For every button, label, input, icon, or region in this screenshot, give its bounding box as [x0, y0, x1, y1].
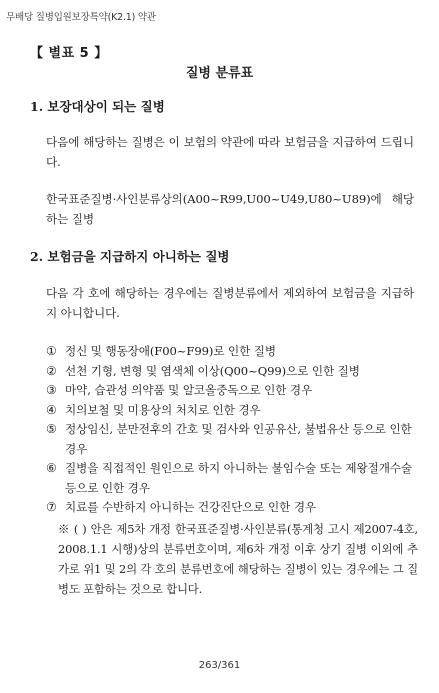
appendix-label: 【 별표 5 】: [30, 46, 108, 61]
list-item: [46, 420, 418, 459]
page-number: 263/361: [198, 660, 241, 671]
item-text: 치의보철 및 미용상의 처치로 인한 경우: [65, 402, 261, 417]
section-2-intro: 다음 각 호에 해당하는 경우에는 질병분류에서 제외하여 보험금을 지급하지 아니합니다.: [46, 286, 414, 320]
list-item: [46, 362, 418, 382]
section-2-heading: 2. 보험금을 지급하지 아니하는 질병: [30, 249, 230, 264]
item-text: 치료를 수반하지 아니하는 건강진단으로 인한 경우: [65, 500, 317, 514]
item-text: 정상임신, 분만전후의 간호 및 검사와 인공유산, 불법유산 등으로 인한 경우: [65, 422, 412, 456]
list-item: [46, 459, 418, 498]
page-title: 질병 분류표: [185, 66, 254, 81]
item-number: ⑦: [46, 500, 57, 514]
item-text: 질병을 직접적인 원인으로 하지 아니하는 불임수술 또는 제왕절개수술 등으로 인한 경우: [65, 461, 412, 495]
item-number: ⑥: [46, 461, 57, 475]
classification-note: ※ ( ) 안은 제5차 개정 한국표준질병·사인분류(통계청 고시 제2007-4호, 2008.1.1 시행)상의 분류번호이며, 제6차 개정 이후 상기 질병 이외에 추가로 위1 및 2의 각 호의 분류번호에 해당하는 질병이 있는 경우에는 그 질병도 포함하는 것으로 합니다.: [58, 522, 418, 596]
section-1-heading: 1. 보장대상이 되는 질병: [30, 99, 165, 114]
exclusion-list: [46, 342, 418, 518]
list-item: [46, 498, 418, 518]
item-number: ⑤: [46, 422, 57, 436]
item-text: 마약, 습관성 의약품 및 알코올중독으로 인한 경우: [65, 383, 313, 397]
section-1-paragraph-1: 다음에 해당하는 질병은 이 보험의 약관에 따라 보험금을 지급하여 드립니다.: [46, 135, 414, 169]
item-number: ③: [46, 383, 57, 397]
list-item: [46, 401, 418, 421]
item-number: ②: [46, 363, 57, 378]
section-1-paragraph-2: 한국표준질병·사인분류상의(A00~R99,U00~U49,U80~U89)에 해당하는 질병: [46, 192, 414, 226]
list-item: [46, 342, 418, 362]
item-number: ①: [46, 344, 57, 358]
item-number: ④: [46, 402, 57, 417]
item-text: 선천 기형, 변형 및 염색체 이상(Q00~Q99)으로 인한 질병: [65, 363, 360, 378]
running-header: 무배당 질병입원보장특약(K2.1) 약관: [6, 12, 156, 23]
list-item: [46, 381, 418, 401]
item-text: 정신 및 행동장애(F00~F99)로 인한 질병: [65, 344, 276, 358]
